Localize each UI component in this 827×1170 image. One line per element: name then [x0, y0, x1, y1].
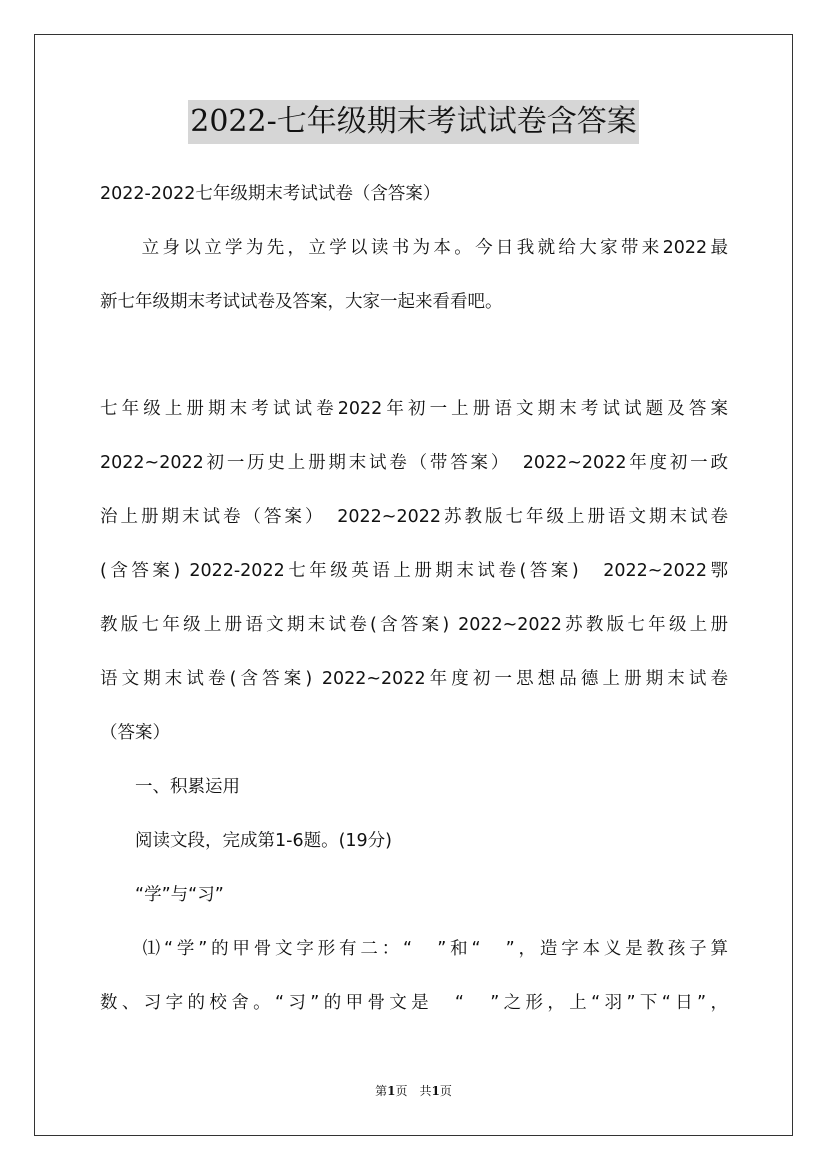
intro-line-1: 立身以立学为先，立学以读书为本。今日我就给大家带来2022最	[100, 238, 728, 258]
section-heading: 一、积累运用	[100, 777, 240, 797]
instruction: 阅读文段，完成第1-6题。(19分)	[100, 831, 393, 851]
document-title-container	[0, 100, 827, 144]
footer-prefix: 第	[375, 1084, 388, 1098]
links-line-6: 语文期末试卷(含答案) 2022~2022年度初一思想品德上册期末试卷	[100, 669, 728, 689]
links-line-5: 教版七年级上册语文期末试卷(含答案) 2022~2022苏教版七年级上册	[100, 615, 728, 635]
passage-line-1: ⑴“学”的甲骨文字形有二：“ ”和“ ”，造字本义是教孩子算	[100, 939, 728, 959]
passage-line-2: 数、习字的校舍。“习”的甲骨文是 “ ”之形，上“羽”下“日”，	[100, 993, 728, 1013]
links-line-4: (含答案) 2022-2022七年级英语上册期末试卷(答案) 2022~2022鄂	[100, 561, 728, 581]
footer-mid: 页 共	[395, 1084, 432, 1098]
intro-line-2: 新七年级期末考试试卷及答案，大家一起来看看吧。	[100, 292, 503, 312]
links-line-2: 2022~2022初一历史上册期末试卷（带答案） 2022~2022年度初一政	[100, 453, 728, 473]
document-title: 2022-七年级期末考试试卷含答案	[188, 100, 638, 144]
links-line-3: 治上册期末试卷（答案） 2022~2022苏教版七年级上册语文期末试卷	[100, 507, 728, 527]
footer-page-current: 1	[387, 1084, 396, 1098]
page-footer	[0, 1082, 827, 1099]
links-line-7: （答案）	[100, 723, 170, 743]
footer-suffix: 页	[439, 1084, 452, 1098]
passage-title: “学”与“习”	[100, 885, 224, 905]
links-line-1: 七年级上册期末考试试卷2022年初一上册语文期末考试试题及答案	[100, 399, 728, 419]
subtitle: 2022-2022七年级期末考试试卷（含答案）	[100, 184, 441, 204]
footer-page-total: 1	[431, 1084, 440, 1098]
